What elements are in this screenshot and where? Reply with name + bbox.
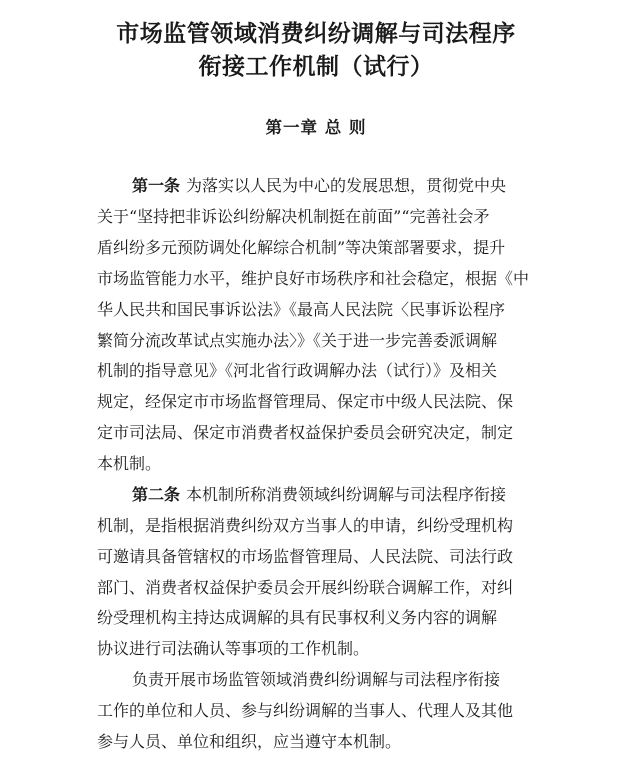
article-1-text: 为落实以人民为中心的发展思想，贯彻党中央: [186, 176, 507, 195]
article-2-line: [132, 483, 506, 507]
article-1-line: 繁简分流改革试点实施办法〉》《关于进一步完善委派调解: [97, 331, 498, 350]
paragraph-3-line: 工作的单位和人员、参与纠纷调解的当事人、代理人及其他: [97, 701, 514, 720]
article-1-line: 华人民共和国民事诉讼法》《最高人民法院〈民事诉讼程序: [97, 300, 506, 319]
article-1-label: 第一条: [132, 176, 181, 195]
article-2-line: 可邀请具备管辖权的市场监督管理局、人民法院、司法行政: [97, 547, 514, 566]
chapter-heading: 第一章 总 则: [265, 118, 367, 137]
article-1-line: 定市司法局、保定市消费者权益保护委员会研究决定，制定: [97, 423, 514, 442]
article-1-line: [132, 174, 506, 198]
document-title-line-2: 衔接工作机制（试行）: [198, 54, 434, 80]
article-2-line: 机制，是指根据消费纠纷双方当事人的申请，纠纷受理机构: [97, 516, 514, 535]
article-2-line: 协议进行司法确认等事项的工作机制。: [97, 639, 370, 658]
article-1-line: 机制的指导意见》《河北省行政调解办法（试行）》及相关: [97, 361, 498, 380]
article-1-line: 规定，经保定市市场监督管理局、保定市中级人民法院、保: [97, 392, 514, 411]
document-title-line-1: 市场监管领域消费纠纷调解与司法程序: [116, 21, 516, 47]
article-1-line: 关于“坚持把非诉讼纠纷解决机制挺在前面”“完善社会矛: [97, 207, 490, 226]
paragraph-3-line: 负责开展市场监管领域消费纠纷调解与司法程序衔接: [132, 670, 501, 689]
article-2-text: 本机制所称消费领域纠纷调解与司法程序衔接: [186, 485, 507, 504]
article-1-line: 市场监管能力水平，维护良好市场秩序和社会稳定，根据《中: [97, 269, 530, 288]
article-1-line: 盾纠纷多元预防调处化解综合机制”等决策部署要求，提升: [97, 238, 506, 257]
article-1-line: 本机制。: [97, 454, 162, 473]
article-2-line: 部门、消费者权益保护委员会开展纠纷联合调解工作，对纠: [97, 578, 514, 597]
article-2-label: 第二条: [132, 485, 181, 504]
article-2-line: 纷受理机构主持达成调解的具有民事权利义务内容的调解: [97, 608, 498, 627]
paragraph-3-line: 参与人员、单位和组织，应当遵守本机制。: [97, 732, 402, 751]
